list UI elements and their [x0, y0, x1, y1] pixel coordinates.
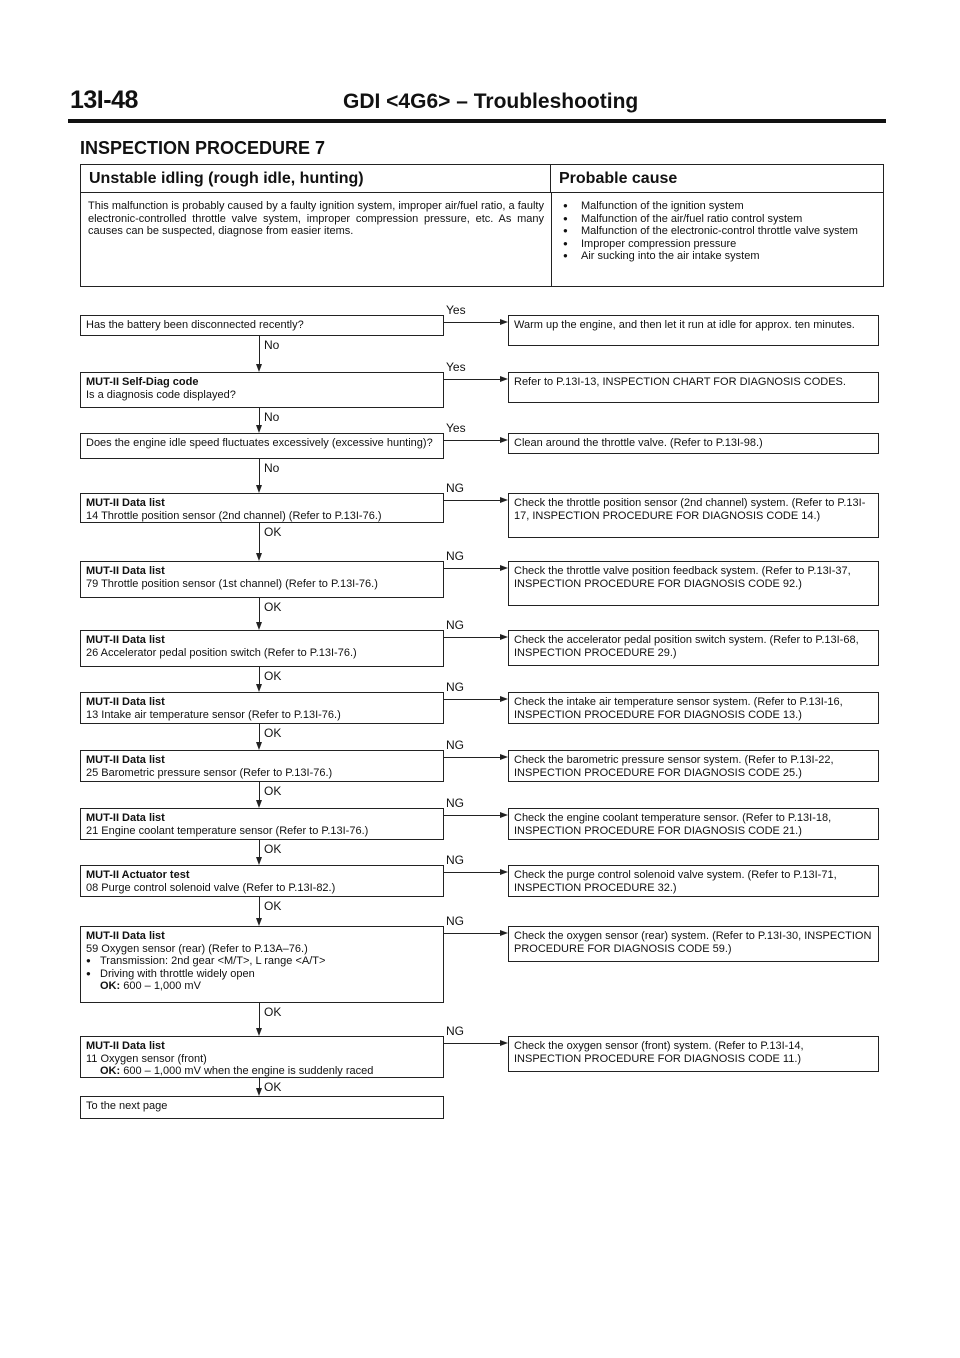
result-text: Check the oxygen sensor (rear) system. (Refer to P.13I-30, INSPECTION PROCEDURE FOR DIAGNOSIS CODE 59.) — [514, 930, 872, 955]
result-box — [508, 926, 879, 962]
flow-connector — [259, 782, 260, 800]
cause-item: ● Malfunction of the air/fuel ratio control system — [563, 213, 875, 226]
step-box — [80, 372, 444, 408]
arrow-right-icon — [500, 565, 508, 571]
page-title: GDI <4G6> – Troubleshooting — [343, 90, 639, 113]
result-box — [508, 493, 879, 538]
step-heading: MUT-II Data list — [86, 754, 165, 766]
next-label: OK — [264, 784, 282, 798]
next-label: No — [264, 338, 280, 352]
arrow-right-icon — [500, 497, 508, 503]
result-box — [508, 692, 879, 724]
arrow-down-icon — [256, 364, 262, 372]
result-text: Check the accelerator pedal position switch system. (Refer to P.13I-68, INSPECTION PROCEDURE 29.) — [514, 634, 859, 659]
step-text: Is a diagnosis code displayed? — [86, 388, 236, 401]
arrow-right-icon — [500, 754, 508, 760]
step-box — [80, 692, 444, 724]
step-text: Does the engine idle speed fluctuates excessively (excessive hunting)? — [86, 437, 433, 449]
branch-label: NG — [446, 796, 464, 810]
flow-connector — [259, 840, 260, 857]
arrow-down-icon — [256, 857, 262, 865]
step-text: 59 Oxygen sensor (rear) (Refer to P.13A–76.) — [86, 942, 308, 955]
arrow-down-icon — [256, 918, 262, 926]
arrow-right-icon — [500, 437, 508, 443]
step-condition: ● Transmission: 2nd gear <M/T>, L range <A/T> — [86, 955, 438, 968]
step-heading: MUT-II Data list — [86, 497, 165, 509]
result-box — [508, 630, 879, 666]
step-heading: MUT-II Data list — [86, 634, 165, 646]
arrow-right-icon — [500, 634, 508, 640]
result-box — [508, 750, 879, 782]
step-text: 08 Purge control solenoid valve (Refer to P.13I-82.) — [86, 881, 336, 894]
step-box — [80, 926, 444, 1003]
result-box — [508, 315, 879, 346]
step-heading: MUT-II Actuator test — [86, 869, 190, 881]
procedure-title: INSPECTION PROCEDURE 7 — [80, 138, 326, 158]
branch-label: Yes — [446, 303, 466, 317]
branch-label: NG — [446, 914, 464, 928]
branch-connector — [444, 637, 500, 638]
step-text: 26 Accelerator pedal position switch (Refer to P.13I-76.) — [86, 646, 357, 659]
flow-connector — [259, 336, 260, 364]
symptom-description: This malfunction is probably caused by a faulty ignition system, improper air/fuel ratio, a faulty electronic-controlled throttle valve system, improper compression pressure, etc. As many causes can be suspected, diagnose from easier items. — [88, 200, 544, 237]
ok-label: OK: — [100, 980, 121, 992]
step-ok-line — [86, 980, 438, 993]
result-text: Check the throttle valve position feedback system. (Refer to P.13I-37, INSPECTION PROCEDURE FOR DIAGNOSIS CODE 92.) — [514, 565, 851, 590]
branch-connector — [444, 872, 500, 873]
final-step-box — [80, 1096, 444, 1119]
next-label: OK — [264, 1080, 282, 1094]
step-box — [80, 630, 444, 667]
arrow-right-icon — [500, 696, 508, 702]
branch-connector — [444, 500, 500, 501]
step-text: 13 Intake air temperature sensor (Refer to P.13I-76.) — [86, 708, 341, 721]
arrow-down-icon — [256, 425, 262, 433]
branch-connector — [444, 379, 500, 380]
cause-list — [563, 200, 875, 263]
result-text: Warm up the engine, and then let it run at idle for approx. ten minutes. — [514, 319, 855, 331]
branch-label: Yes — [446, 360, 466, 374]
branch-connector — [444, 1043, 500, 1044]
symptom-table — [80, 164, 884, 287]
arrow-down-icon — [256, 684, 262, 692]
next-label: OK — [264, 1005, 282, 1019]
result-box — [508, 433, 879, 454]
step-box — [80, 493, 444, 523]
next-label: OK — [264, 669, 282, 683]
branch-label: NG — [446, 618, 464, 632]
result-text: Check the engine coolant temperature sensor. (Refer to P.13I-18, INSPECTION PROCEDURE FOR DIAGNOSIS CODE 21.) — [514, 812, 832, 837]
result-text: Check the purge control solenoid valve system. (Refer to P.13I-71, INSPECTION PROCEDURE 32.) — [514, 869, 837, 894]
result-box — [508, 865, 879, 897]
flow-connector — [259, 408, 260, 425]
arrow-down-icon — [256, 1088, 262, 1096]
step-heading: MUT-II Data list — [86, 565, 165, 577]
flow-connector — [259, 598, 260, 622]
branch-label: NG — [446, 1024, 464, 1038]
flow-connector — [259, 523, 260, 553]
flow-connector — [259, 1003, 260, 1028]
step-heading: MUT-II Data list — [86, 930, 165, 942]
arrow-right-icon — [500, 869, 508, 875]
step-heading: MUT-II Self-Diag code — [86, 376, 199, 388]
next-label: No — [264, 410, 280, 424]
cause-item: ● Improper compression pressure — [563, 238, 875, 251]
arrow-right-icon — [500, 812, 508, 818]
arrow-down-icon — [256, 742, 262, 750]
result-text: Check the barometric pressure sensor system. (Refer to P.13I-22, INSPECTION PROCEDURE FOR DIAGNOSIS CODE 25.) — [514, 754, 834, 779]
branch-label: NG — [446, 549, 464, 563]
step-text: 11 Oxygen sensor (front) — [86, 1052, 207, 1065]
ok-value: 600 – 1,000 mV — [123, 980, 201, 992]
next-label: OK — [264, 842, 282, 856]
branch-connector — [444, 757, 500, 758]
result-text: Refer to P.13I-13, INSPECTION CHART FOR DIAGNOSIS CODES. — [514, 376, 846, 388]
step-text: 14 Throttle position sensor (2nd channel) (Refer to P.13I-76.) — [86, 509, 382, 522]
step-heading: MUT-II Data list — [86, 1040, 165, 1052]
step-heading: MUT-II Data list — [86, 696, 165, 708]
branch-connector — [444, 440, 500, 441]
result-box — [508, 808, 879, 840]
symptom-header: Unstable idling (rough idle, hunting) — [81, 165, 551, 193]
cause-header: Probable cause — [551, 165, 883, 193]
branch-connector — [444, 815, 500, 816]
branch-label: NG — [446, 481, 464, 495]
step-box — [80, 433, 444, 459]
cause-item: ● Malfunction of the ignition system — [563, 200, 875, 213]
step-heading: MUT-II Data list — [86, 812, 165, 824]
step-box — [80, 561, 444, 598]
result-box — [508, 372, 879, 403]
flow-connector — [259, 724, 260, 742]
next-label: OK — [264, 600, 282, 614]
arrow-down-icon — [256, 800, 262, 808]
next-label: OK — [264, 899, 282, 913]
step-text: 25 Barometric pressure sensor (Refer to P.13I-76.) — [86, 766, 333, 779]
step-text: 21 Engine coolant temperature sensor (Refer to P.13I-76.) — [86, 824, 369, 837]
ok-label: OK: — [100, 1065, 121, 1077]
step-ok-line — [86, 1065, 438, 1078]
header-rule — [68, 119, 886, 123]
table-divider — [551, 193, 552, 286]
page-number: 13I-48 — [70, 86, 138, 114]
step-text: Has the battery been disconnected recently? — [86, 319, 304, 331]
arrow-right-icon — [500, 930, 508, 936]
result-text: Clean around the throttle valve. (Refer to P.13I-98.) — [514, 437, 763, 449]
arrow-down-icon — [256, 553, 262, 561]
step-box — [80, 750, 444, 782]
result-box — [508, 561, 879, 606]
branch-label: NG — [446, 738, 464, 752]
result-box — [508, 1036, 879, 1072]
flow-connector — [259, 897, 260, 918]
next-label: OK — [264, 525, 282, 539]
arrow-down-icon — [256, 1028, 262, 1036]
flow-connector — [259, 1078, 260, 1088]
result-text: Check the oxygen sensor (front) system. (Refer to P.13I-14, INSPECTION PROCEDURE FOR DIAGNOSIS CODE 11.) — [514, 1040, 804, 1065]
branch-label: NG — [446, 680, 464, 694]
flow-connector — [259, 459, 260, 485]
branch-label: Yes — [446, 421, 466, 435]
next-label: OK — [264, 726, 282, 740]
branch-connector — [444, 699, 500, 700]
arrow-down-icon — [256, 485, 262, 493]
branch-connector — [444, 568, 500, 569]
cause-item: ● Air sucking into the air intake system — [563, 250, 875, 263]
step-box — [80, 808, 444, 840]
result-text: Check the throttle position sensor (2nd channel) system. (Refer to P.13I-17, INSPECTION PROCEDURE FOR DIAGNOSIS CODE 14.) — [514, 497, 866, 522]
arrow-right-icon — [500, 376, 508, 382]
arrow-down-icon — [256, 622, 262, 630]
ok-value: 600 – 1,000 mV when the engine is suddenly raced — [123, 1065, 374, 1077]
step-box — [80, 315, 444, 336]
step-text: 79 Throttle position sensor (1st channel) (Refer to P.13I-76.) — [86, 577, 378, 590]
arrow-right-icon — [500, 319, 508, 325]
next-label: No — [264, 461, 280, 475]
final-step-text: To the next page — [86, 1100, 168, 1112]
arrow-right-icon — [500, 1040, 508, 1046]
result-text: Check the intake air temperature sensor system. (Refer to P.13I-16, INSPECTION PROCEDURE FOR DIAGNOSIS CODE 13.) — [514, 696, 843, 721]
branch-connector — [444, 322, 500, 323]
cause-item: ● Malfunction of the electronic-control throttle valve system — [563, 225, 875, 238]
step-box — [80, 1036, 444, 1078]
step-condition: ● Driving with throttle widely open — [86, 968, 438, 981]
branch-connector — [444, 933, 500, 934]
branch-label: NG — [446, 853, 464, 867]
flow-connector — [259, 667, 260, 684]
step-box — [80, 865, 444, 897]
